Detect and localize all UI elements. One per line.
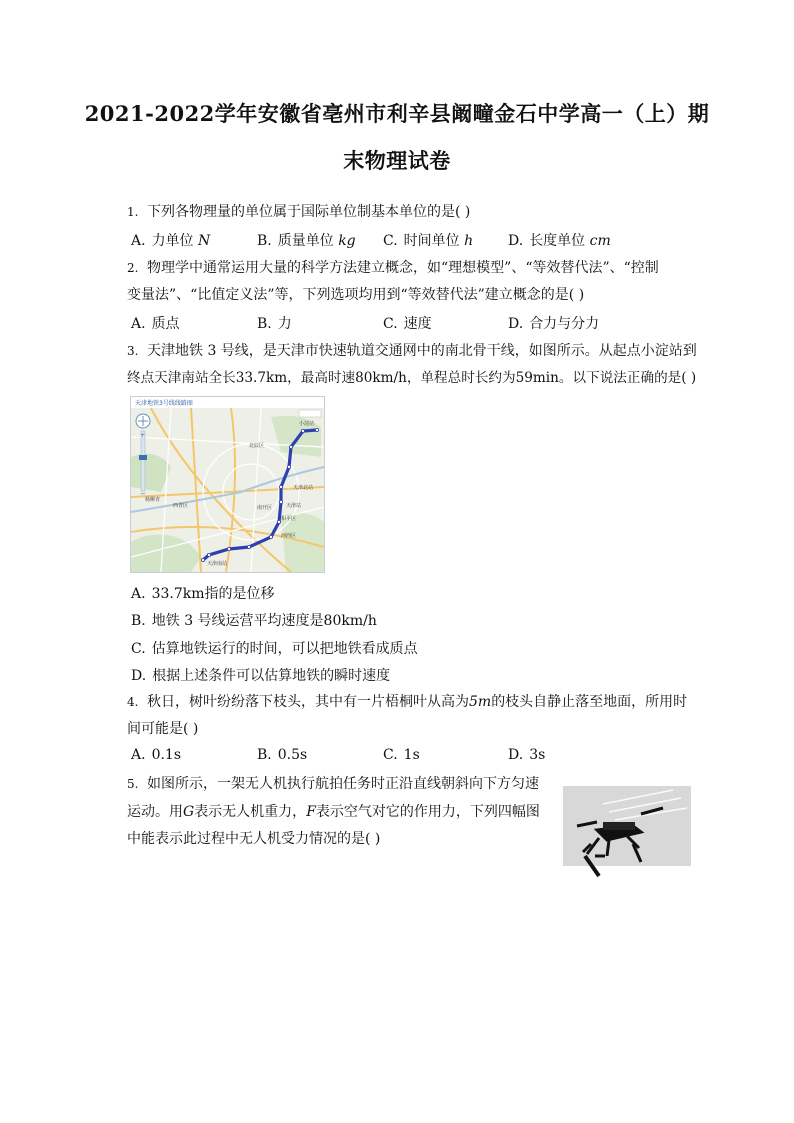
q4-option-d[interactable]: D. 3s <box>508 747 546 763</box>
q2-option-a[interactable]: A. 质点 <box>131 316 180 332</box>
svg-text:+: + <box>140 432 146 439</box>
question-3-line2: 终点天津南站全长33.7km，最高时速80km/h，单程总时长约为59min。以下说法正确的是( ) <box>127 370 697 386</box>
question-1 <box>127 202 470 222</box>
question-number: 3. <box>127 344 139 358</box>
exam-title-line1: 2021-2022学年安徽省亳州市利辛县阚疃金石中学高一（上）期 <box>84 101 710 126</box>
question-2 <box>127 258 659 278</box>
q2-option-b[interactable]: B. 力 <box>257 316 292 332</box>
question-4: 4. 秋日，树叶纷纷落下枝头，其中有一片梧桐叶从高为5m的枝头自静止落至地面，所用时 <box>127 694 688 710</box>
q1-option-b[interactable]: B. 质量单位 kg <box>257 233 356 249</box>
map-caption: 天津地铁3号线线路图 <box>135 400 193 407</box>
question-text: 物理学中通常运用大量的科学方法建立概念，如“理想模型”、“等效替代法”、“控制 <box>147 260 659 276</box>
q2-option-d[interactable]: D. 合力与分力 <box>508 316 600 332</box>
svg-text:天津南站: 天津南站 <box>207 561 228 567</box>
q3-option-b[interactable]: B. 地铁 3 号线运营平均速度是80km/h <box>131 613 377 629</box>
question-4-line2: 间可能是( ) <box>127 721 199 737</box>
q1-option-c[interactable]: C. 时间单位 h <box>383 233 474 249</box>
question-3 <box>127 341 697 361</box>
q3-option-c[interactable]: C. 估算地铁运行的时间，可以把地铁看成质点 <box>131 641 418 657</box>
q3-option-a[interactable]: A. 33.7km指的是位移 <box>131 586 275 602</box>
question-number: 1. <box>127 205 139 219</box>
question-number: 5. <box>127 777 139 791</box>
q2-option-c[interactable]: C. 速度 <box>383 316 432 332</box>
question-5-line3: 中能表示此过程中无人机受力情况的是( ) <box>127 831 381 847</box>
question-number: 2. <box>127 261 139 275</box>
svg-text:北辰区: 北辰区 <box>249 443 265 449</box>
svg-text:杨柳青: 杨柳青 <box>145 497 161 503</box>
q1-option-a[interactable]: A. 力单位 N <box>131 233 211 249</box>
question-2-line2: 变量法”、“比值定义法”等，下列选项均用到“等效替代法”建立概念的是( ) <box>127 287 585 303</box>
question-text: 下列各物理量的单位属于国际单位制基本单位的是( ) <box>147 204 471 220</box>
exam-title-line2: 末物理试卷 <box>343 148 451 173</box>
svg-text:南开区: 南开区 <box>257 505 273 511</box>
question-text: 天津地铁 3 号线，是天津市快速轨道交通网中的南北骨干线，如图所示。从起点小淀站到 <box>147 343 697 359</box>
metro-map-svg <box>131 397 324 572</box>
drone-icon <box>563 782 691 882</box>
svg-text:天津站: 天津站 <box>286 503 302 509</box>
drone-image <box>563 782 691 882</box>
q3-option-d[interactable]: D. 根据上述条件可以估算地铁的瞬时速度 <box>131 668 391 684</box>
q4-option-c[interactable]: C. 1s <box>383 747 420 763</box>
svg-text:和平区: 和平区 <box>281 516 297 522</box>
question-5-line2: 运动。用G表示无人机重力，F表示空气对它的作用力，下列四幅图 <box>127 804 540 820</box>
question-5: 5. 如图所示，一架无人机执行航拍任务时正沿直线朝斜向下方匀速 <box>127 776 539 792</box>
svg-text:小淀站: 小淀站 <box>299 421 315 427</box>
svg-text:西青区: 西青区 <box>173 503 189 509</box>
svg-text:河西区: 河西区 <box>281 533 297 539</box>
svg-text:天津北站: 天津北站 <box>293 485 314 491</box>
question-number: 4. <box>127 695 139 709</box>
svg-text:−: − <box>140 490 146 498</box>
q4-option-a[interactable]: A. 0.1s <box>131 747 182 763</box>
q4-option-b[interactable]: B. 0.5s <box>257 747 308 763</box>
q1-option-d[interactable]: D. 长度单位 cm <box>508 233 611 249</box>
metro-map-image <box>130 396 325 573</box>
